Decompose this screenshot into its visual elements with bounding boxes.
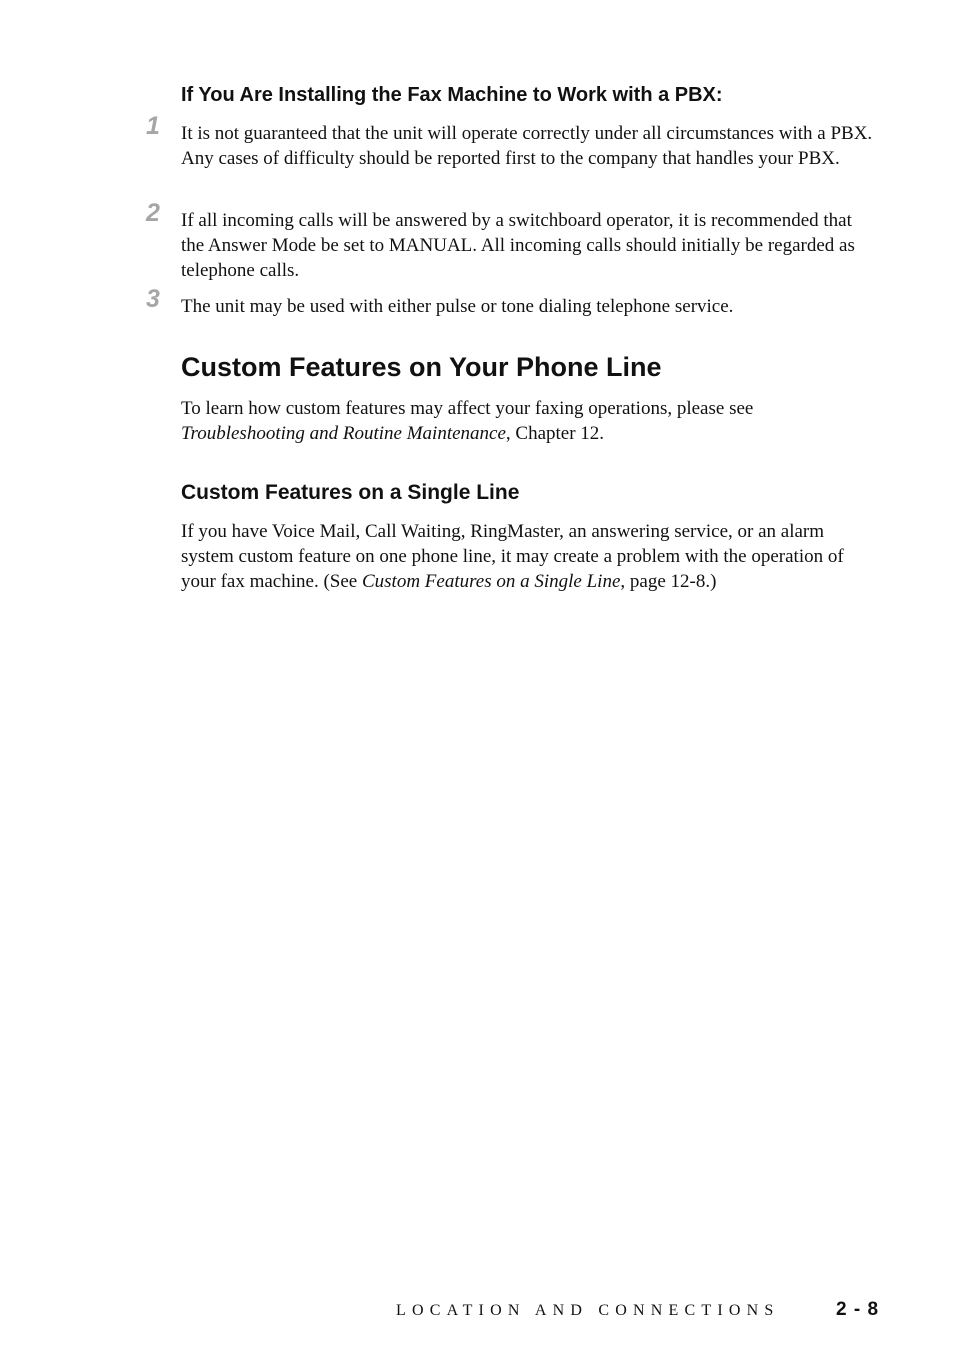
single-line-text: If you have Voice Mail, Call Waiting, RingMaster, an answering service, or an alarm system custom feature on one phone line, it may create a problem with the operation of your fax machine. (See xyxy=(181,521,844,592)
step-text: If all incoming calls will be answered by a switchboard operator, it is recommended that the Answer Mode be set to MANUAL. All incoming calls should initially be regarded as telephone calls. xyxy=(181,210,855,281)
single-line-body xyxy=(181,519,876,594)
step-number: 1 xyxy=(146,112,160,140)
single-line-reference: Custom Features on a Single Line xyxy=(361,571,621,592)
step-number: 3 xyxy=(146,285,160,313)
footer-section-title: LOCATION AND CONNECTIONS xyxy=(396,1302,780,1319)
custom-features-intro xyxy=(181,396,876,446)
step-text: The unit may be used with either pulse or tone dialing telephone service. xyxy=(181,296,734,317)
single-line-heading: Custom Features on a Single Line xyxy=(181,481,520,504)
troubleshooting-reference: Troubleshooting and Routine Maintenance xyxy=(181,423,506,444)
intro-text: To learn how custom features may affect your faxing operations, please see xyxy=(181,398,754,419)
single-line-suffix: , page 12-8.) xyxy=(620,571,717,592)
step-number: 2 xyxy=(146,199,160,227)
pbx-heading: If You Are Installing the Fax Machine to Work with a PBX: xyxy=(181,84,723,106)
page-number: 2 - 8 xyxy=(836,1299,880,1320)
intro-suffix: , Chapter 12. xyxy=(505,423,605,444)
custom-features-heading: Custom Features on Your Phone Line xyxy=(181,352,662,382)
step-text: It is not guaranteed that the unit will operate correctly under all circumstances with a PBX. Any cases of difficulty should be reported first to the company that handles your PBX. xyxy=(181,123,873,169)
